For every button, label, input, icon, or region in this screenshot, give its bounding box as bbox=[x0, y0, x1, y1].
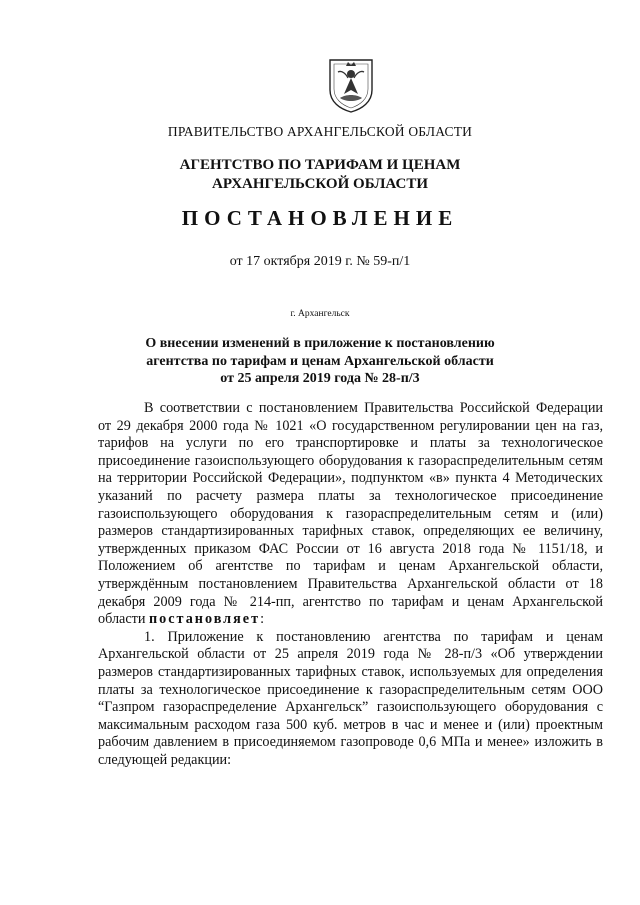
subject-line2: агентства по тарифам и ценам Архангельской области bbox=[146, 353, 494, 369]
document-type-title: ПОСТАНОВЛЕНИЕ bbox=[181, 206, 459, 230]
agency-name-line1: АГЕНТСТВО ПО ТАРИФАМ И ЦЕНАМ bbox=[179, 157, 461, 173]
document-date-number: от 17 октября 2019 г. № 59-п/1 bbox=[229, 254, 411, 269]
document-city: г. Архангельск bbox=[290, 309, 350, 319]
decree-word: постановляет bbox=[148, 611, 261, 628]
decree-tail: : bbox=[260, 611, 265, 628]
subject-line3: от 25 апреля 2019 года № 28-п/3 bbox=[220, 371, 420, 386]
item-1-paragraph: 1. Приложение к постановлению агентства по тарифам и ценам Архангельской области от 25 апреля 2019 года № 28-п/3 «Об утверждении размеров стандартизированных тарифных ставок, используемых для определения платы за технологическое присоединение к газораспределительным сетям ООО “Газпром газораспределение Архангельск” газоиспользующего оборудования с максимальным расходом газа 500 куб. метров в час и менее и (или) проектным рабочим давлением в присоединяемом газопроводе 0,6 МПа и менее» изложить в следующей редакции: bbox=[98, 628, 603, 768]
document-body bbox=[98, 400, 603, 769]
agency-name bbox=[0, 156, 640, 194]
document-subject bbox=[0, 335, 640, 388]
subject-line1: О внесении изменений в приложение к постановлению bbox=[145, 336, 495, 351]
government-name: ПРАВИТЕЛЬСТВО АРХАНГЕЛЬСКОЙ ОБЛАСТИ bbox=[167, 124, 473, 139]
agency-name-line2: АРХАНГЕЛЬСКОЙ ОБЛАСТИ bbox=[212, 176, 428, 192]
preamble-paragraph bbox=[98, 400, 603, 629]
coat-of-arms-emblem bbox=[326, 56, 376, 114]
preamble-text: В соответствии с постановлением Правительства Российской Федерации от 29 декабря 2000 года № 1021 «О государственном регулировании цен на газ, тарифов на услуги по его транспортировке и платы за технологическое присоединение газоиспользующего оборудования к газораспределительным сетям на территории Российской Федерации», подпунктом «в» пункта 4 Методических указаний по расчету размера платы за технологическое присоединение газоиспользующего оборудования к газораспределительным сетям и (или) размеров стандартизированных тарифных ставок, определяющих ее величину, утвержденных приказом ФАС России от 16 августа 2018 года № 1151/18, и Положением об агентстве по тарифам и ценам Архангельской области, утверждённым постановлением Правительства Архангельской области от 18 декабря 2009 года № 214-пп, агентство по тарифам и ценам Архангельской области bbox=[98, 400, 603, 628]
